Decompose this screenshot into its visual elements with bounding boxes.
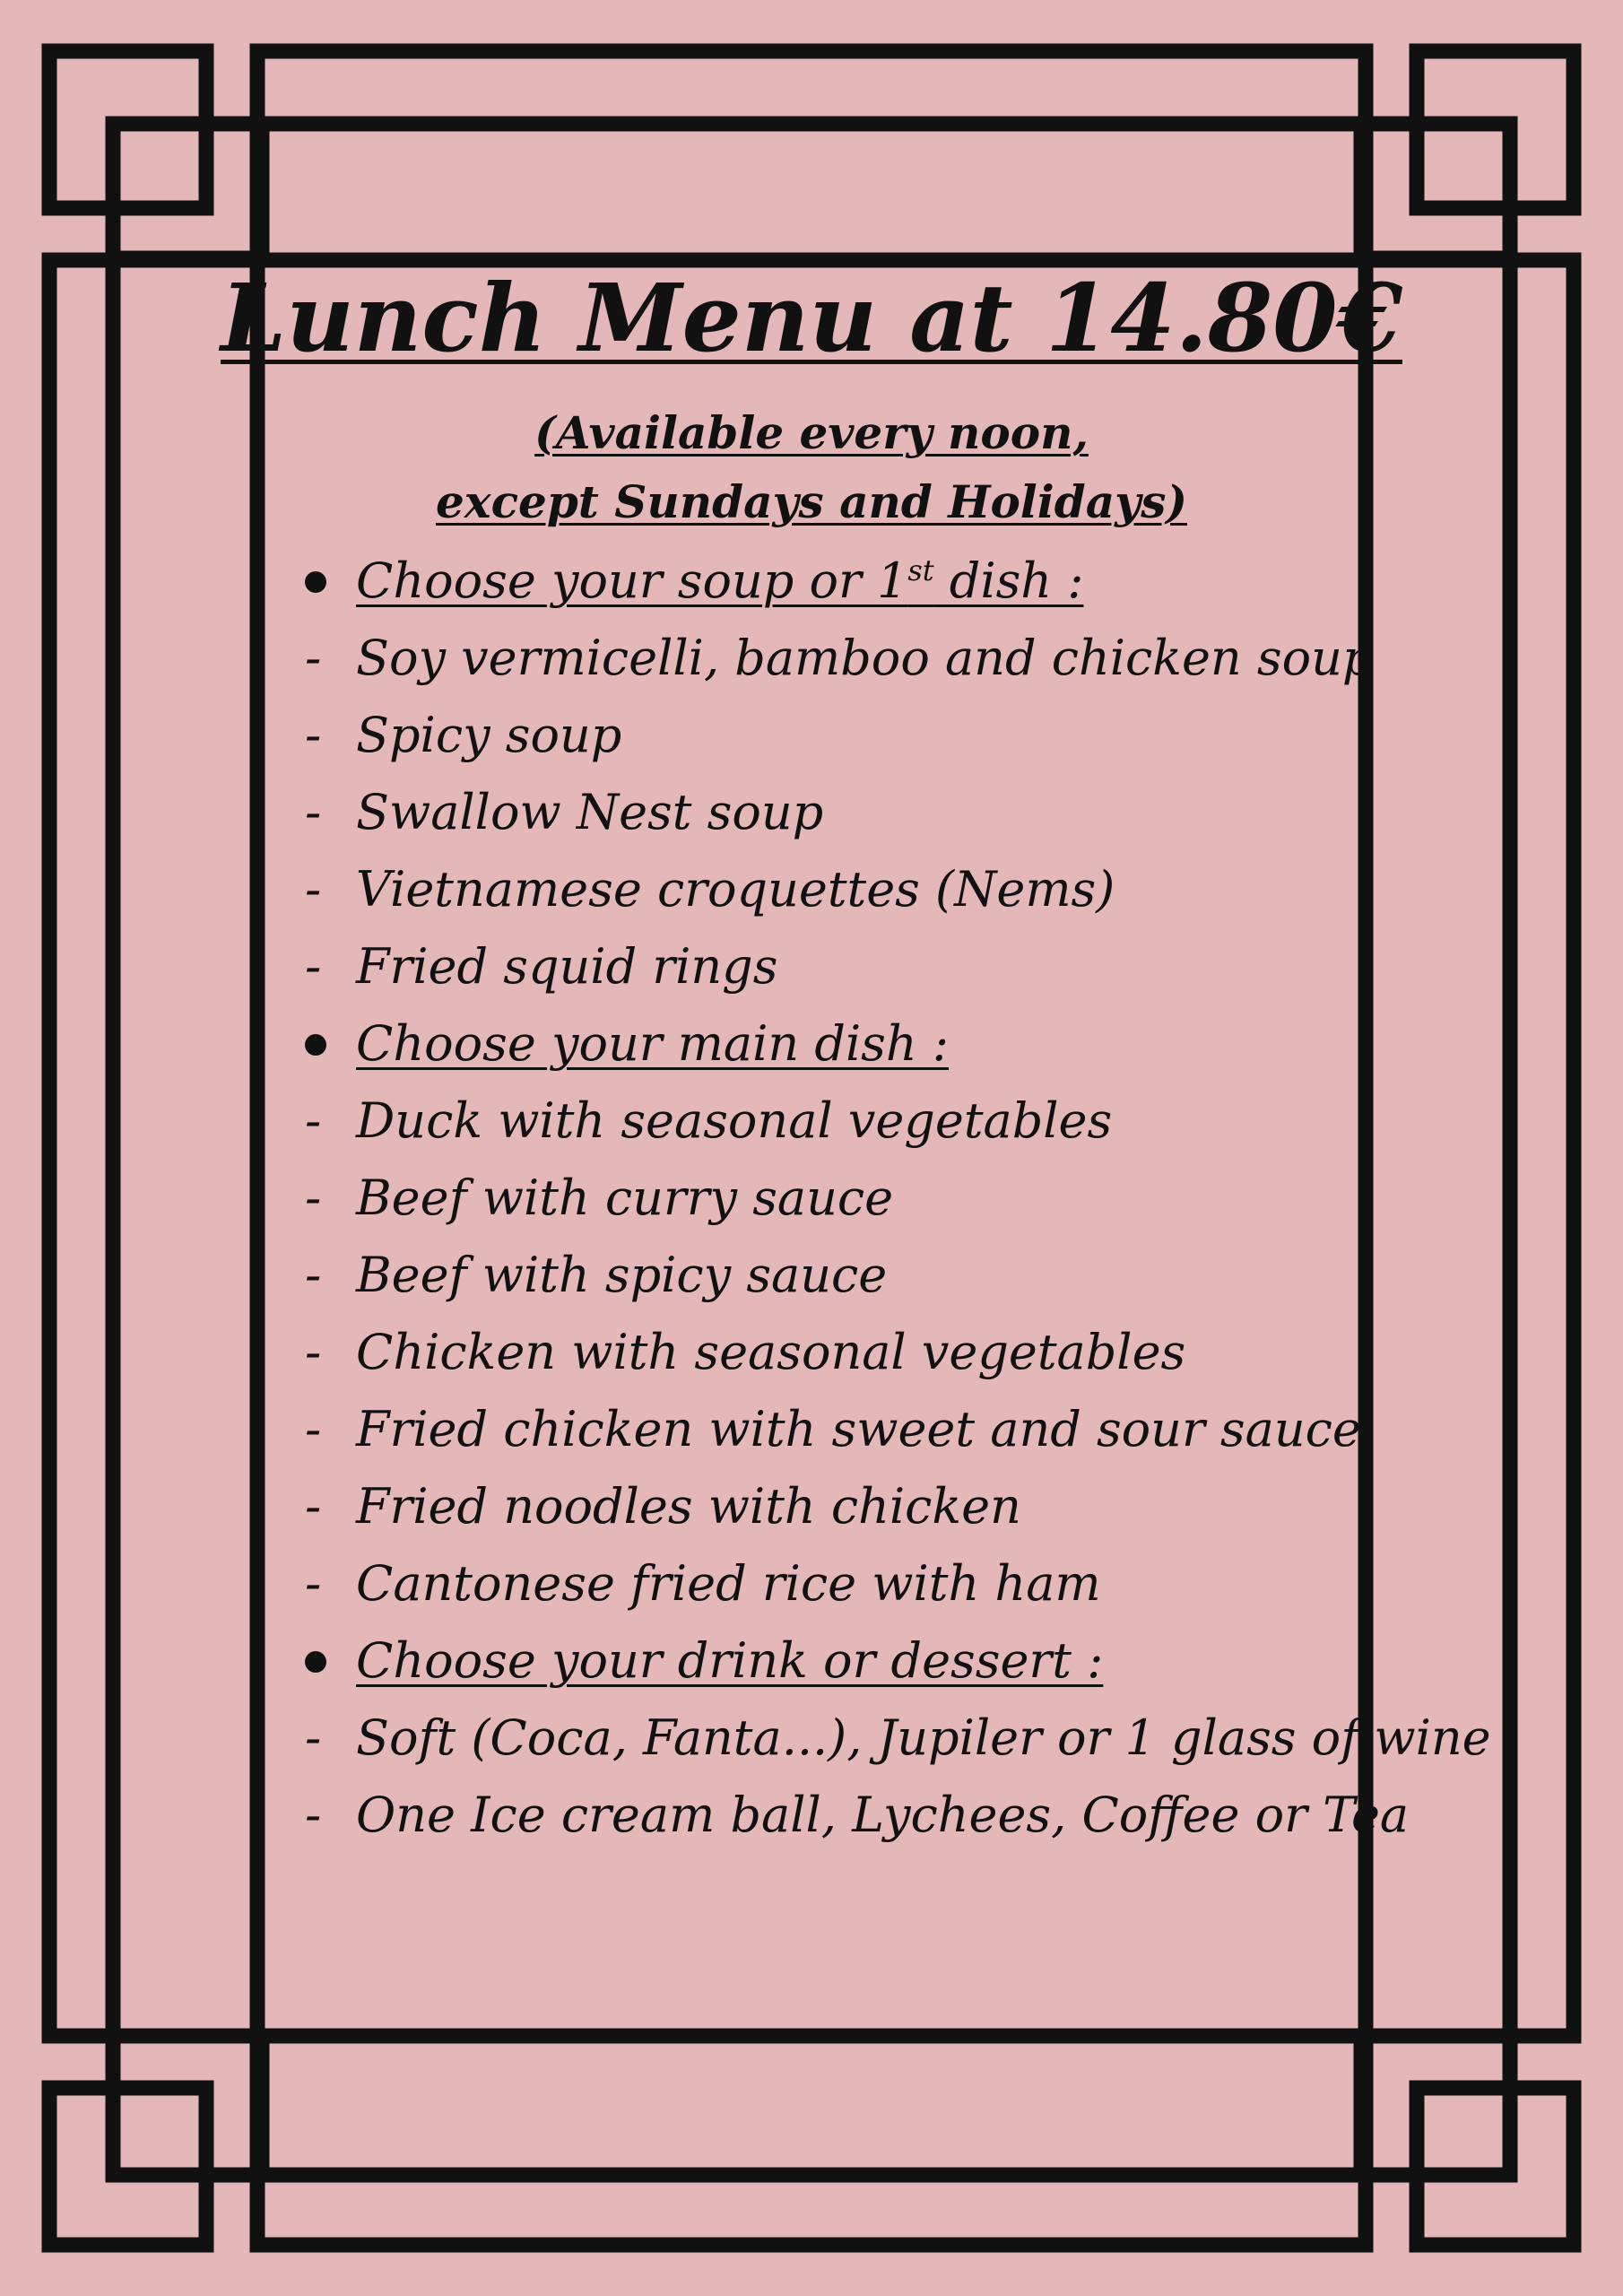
dash-marker: - [305,1555,322,1612]
list-item-text: Swallow Nest soup [356,784,824,840]
list-item-text: Fried squid rings [356,938,778,995]
list-item [0,1314,1623,1391]
dash-marker: - [305,1247,322,1303]
bullet-dot-icon [305,1034,326,1056]
availability-line-1-text: (Available every noon, [534,406,1089,459]
list-item-text: Beef with curry sauce [356,1170,894,1226]
dash-marker: - [305,1401,322,1457]
availability-line-1 [0,402,1623,465]
dash-marker: - [305,938,322,995]
list-item [0,620,1623,697]
list-item-text: Soft (Coca, Fanta...), Jupiler or 1 glass of wine [356,1709,1491,1766]
list-item-text: Vietnamese croquettes (Nems) [356,861,1115,918]
list-item-text: Beef with spicy sauce [356,1247,888,1303]
list-item [0,1468,1623,1545]
dash-marker: - [305,784,322,840]
list-item-text: Chicken with seasonal vegetables [356,1324,1186,1380]
list-item [0,1083,1623,1160]
list-item-text: Duck with seasonal vegetables [356,1092,1113,1149]
dash-marker: - [305,861,322,918]
section-heading-text: Choose your main dish : [356,1015,950,1072]
section-heading-soup [0,543,1623,620]
section-heading-text: Choose your drink or dessert : [356,1632,1104,1689]
availability-line-2 [0,471,1623,534]
bullet-dot-icon [305,1651,326,1673]
dash-marker: - [305,1709,322,1766]
menu-title [0,260,1623,377]
list-item-text: Fried noodles with chicken [356,1478,1021,1535]
dash-marker: - [305,630,322,686]
bullet-dot-icon [305,571,326,593]
list-item [0,928,1623,1005]
list-item [0,1777,1623,1854]
list-item-text: Fried chicken with sweet and sour sauce [356,1401,1361,1457]
section-heading-drink [0,1622,1623,1700]
dash-marker: - [305,1170,322,1226]
list-item [0,774,1623,851]
list-item-text: Cantonese fried rice with ham [356,1555,1101,1612]
section-heading-main [0,1005,1623,1083]
list-item [0,1700,1623,1777]
list-item [0,1237,1623,1314]
dash-marker: - [305,1324,322,1380]
menu-title-text: Lunch Menu at 14.80€ [221,263,1402,373]
list-item-text: Spicy soup [356,707,622,763]
list-item [0,1545,1623,1622]
list-item [0,851,1623,928]
list-item [0,697,1623,774]
list-item [0,1160,1623,1237]
dash-marker: - [305,1478,322,1535]
list-item-text: One Ice cream ball, Lychees, Coffee or Tea [356,1787,1410,1843]
availability-line-2-text: except Sundays and Holidays) [435,475,1188,528]
section-heading-text: Choose your soup or 1st dish : [356,552,1084,609]
dash-marker: - [305,1092,322,1149]
list-item [0,1391,1623,1468]
dash-marker: - [305,1787,322,1843]
list-item-text: Soy vermicelli, bamboo and chicken soup [356,630,1374,686]
dash-marker: - [305,707,322,763]
